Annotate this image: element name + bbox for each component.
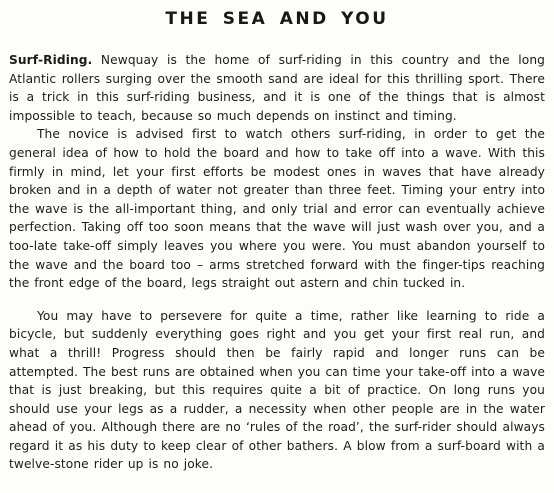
section-heading-surf-riding: Surf-Riding. bbox=[9, 53, 93, 67]
page-title: THE SEA AND YOU bbox=[165, 9, 389, 29]
paragraph-novice-advice: The novice is advised first to watch others surf-riding, in order to get the general idea of how to hold the board and how to take off into a wave. With this firmly in mind, let your first efforts be modest ones in waves that have already broken and in a depth of water not greater than three feet. Timing your entry into the wave is the all-important thing, and only trial and error can eventually achieve perfection. Taking off too soon means that the wave will just wash over you, and a too-late take-off simply leaves you where you were. You must abandon yourself to the wave and the board too – arms stretched forward with the finger-tips reaching the front edge of the board, legs straight out astern and chin tucked in. bbox=[9, 127, 545, 291]
paragraph-text: Newquay is the home of surf-riding in this country and the long Atlantic rollers surging over the smooth sand are ideal for this thrilling sport. There is a trick in this surf-riding business, and it is one of the things that is almost impossible to teach, because so much depends on instinct and timing. bbox=[9, 53, 545, 123]
paragraph-persevere: You may have to persevere for quite a time, rather like learning to ride a bicycle, but suddenly everything goes right and you get your first real run, and what a thrill! Progress should then be fairly rapid and longer runs can be attempted. The best runs are obtained when you can time your take-off into a wave that is just breaking, but this requires quite a bit of practice. On long runs you should use your legs as a rudder, a necessity when other people are in the water ahead of you. Although there are no ‘rules of the road’, the surf-rider should always regard it as his duty to keep clear of other bathers. A blow from a surf-board with a twelve-stone rider up is no joke. bbox=[9, 308, 545, 472]
paragraph-surf-riding-intro bbox=[9, 51, 545, 125]
